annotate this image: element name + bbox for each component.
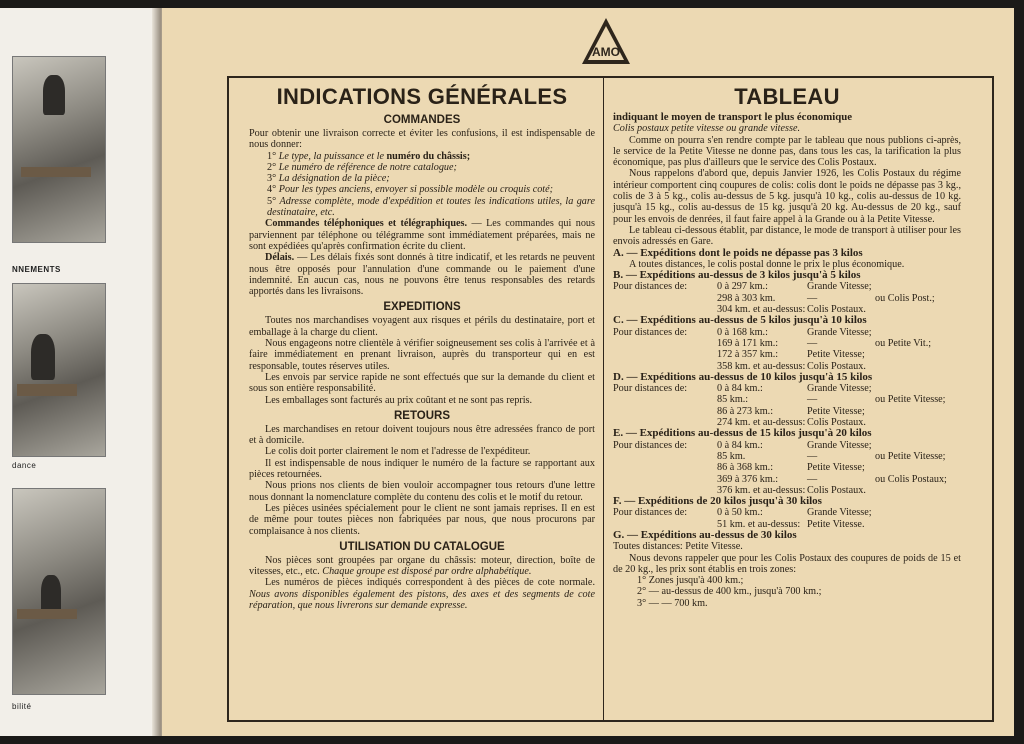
logo-text: AMO bbox=[592, 45, 620, 59]
general-indications-title: INDICATIONS GÉNÉRALES bbox=[276, 84, 568, 109]
retours-paragraph: Nous prions nos clients de bien vouloir accompagner tous retours d'une lettre nous donnant la nomenclature complète du contenu des colis et le motif du retour. bbox=[249, 480, 595, 503]
list-item: 4° Pour les types anciens, envoyer si possible modèle ou croquis coté; bbox=[267, 184, 554, 196]
distance-mode: Petite Vitesse; bbox=[807, 349, 865, 361]
distance-row bbox=[613, 541, 961, 552]
distance-mode: Grande Vitesse; bbox=[807, 326, 872, 338]
tableau-paragraph: Comme on pourra s'en rendre compte par le tableau que nous publions ci-après, le service de la Petite Vitesse ne donne pas, dans tous les cas, la tarification la plus économique, pas plus d'ailleurs que le service des Colis Postaux. bbox=[613, 134, 961, 169]
photo-caption-2: dance bbox=[12, 461, 37, 470]
distance-mode: Colis Postaux. bbox=[807, 484, 866, 496]
tableau-subtitle: indiquant le moyen de transport le plus économique bbox=[613, 111, 853, 123]
zone-item: 1° Zones jusqu'à 400 km.; bbox=[637, 575, 744, 587]
tableau-paragraph: Le tableau ci-dessous établit, par distance, le mode de transport à utiliser pour les envois adressés en Gare. bbox=[613, 224, 961, 248]
distance-range: 0 à 84 km.: bbox=[717, 383, 763, 395]
catalogue-paragraph: Les numéros de pièces indiqués correspondent à des pièces de cote normale. Nous avons disponibles également des pistons, des axes et des segments de cote réparation, que nous livrerons sur demande expresse. bbox=[249, 577, 595, 611]
distance-mode: Colis Postaux. bbox=[807, 304, 866, 316]
distance-mode: — bbox=[807, 337, 818, 349]
list-item: 5° Adresse complète, mode d'expédition et toutes les indications utiles, la gare destinataire, etc. bbox=[267, 195, 595, 219]
list-item: 1° Le type, la puissance et le numéro du châssis; bbox=[267, 150, 471, 162]
distance-row bbox=[613, 304, 961, 315]
distance-range: 85 km. bbox=[717, 450, 746, 462]
office-photo-1 bbox=[12, 56, 106, 243]
section-heading: A. — Expéditions dont le poids ne dépasse pas 3 kilos bbox=[613, 246, 863, 259]
zone-item: 2° — au-dessus de 400 km., jusqu'à 700 km.; bbox=[637, 586, 822, 598]
commandes-intro: Pour obtenir une livraison correcte et éviter les confusions, il est indispensable de nous donner: bbox=[249, 128, 595, 151]
zones-list bbox=[613, 575, 961, 609]
distance-mode: Grande Vitesse; bbox=[807, 281, 872, 293]
retours-paragraph: Les pièces usinées spécialement pour le client ne sont jamais reprises. Il en est de même pour toutes pièces non fabriquées par nous, que nous procurons par complaisance à nos clients. bbox=[249, 502, 595, 537]
right-page bbox=[162, 8, 1014, 736]
distance-lead: Toutes distances: Petite Vitesse. bbox=[613, 541, 743, 553]
distance-row bbox=[613, 451, 961, 462]
expeditions-paragraph: Nous engageons notre clientèle à vérifier soigneusement ses colis à l'arrivée et à faire immédiatement en prenant livraison, auprès du transporteur qui en est responsable, toutes réserves utiles. bbox=[249, 338, 595, 372]
distance-mode: Colis Postaux. bbox=[807, 360, 866, 372]
retours-paragraph: Il est indispensable de nous indiquer le numéro de la facture se rapportant aux pièces retournées. bbox=[249, 457, 595, 481]
telephone-orders-paragraph: Commandes téléphoniques et télégraphiques. — Les commandes qui nous parviennent par téléphone ou télégramme sont immédiatement préparées, mais ne sont expédiées qu'après confirmation écrite du client. bbox=[249, 218, 595, 252]
tableau-subtitle-italic: Colis postaux petite vitesse ou grande vitesse. bbox=[613, 123, 801, 135]
section-heading: C. — Expéditions au-dessus de 5 kilos jusqu'à 10 kilos bbox=[613, 314, 867, 327]
distance-row bbox=[613, 440, 961, 451]
distance-mode: Colis Postaux. bbox=[807, 417, 866, 429]
section-heading: D. — Expéditions au-dessus de 10 kilos jusqu'à 15 kilos bbox=[613, 370, 873, 383]
distance-mode: — bbox=[807, 450, 818, 462]
section-heading: F. — Expéditions de 20 kilos jusqu'à 30 kilos bbox=[613, 495, 822, 508]
distance-alt: ou Petite Vitesse; bbox=[875, 394, 946, 406]
catalogue-paragraph: Nos pièces sont groupées par organe du châssis: moteur, direction, boîte de vitesses, etc., etc. Chaque groupe est disposé par ordre alphabétique. bbox=[249, 554, 595, 578]
distance-range: 376 km. et au-dessus: bbox=[717, 484, 806, 496]
distance-lead: Pour distances de: bbox=[613, 383, 688, 395]
distance-range: 298 à 303 km. bbox=[717, 292, 776, 304]
retours-paragraph: Les marchandises en retour doivent toujours nous être adressées franco de port et à domicile. bbox=[249, 423, 595, 447]
closing-paragraph: Nous devons rappeler que pour les Colis Postaux des coupures de poids de 15 et de 20 kg., les prix sont établis en trois zones: bbox=[613, 552, 961, 575]
distance-row bbox=[613, 327, 961, 338]
general-indications-column bbox=[249, 84, 595, 611]
delays-paragraph: Délais. — Les délais fixés sont donnés à titre indicatif, et les retards ne peuvent nous être opposés pour l'annulation d'une commande ou le paiement d'une indemnité. En aucun cas, nous ne pouvons être tenus responsables des retards apportés dans les livraisons. bbox=[249, 252, 595, 298]
distance-range: 304 km. et au-dessus: bbox=[717, 304, 806, 316]
tableau-title: TABLEAU bbox=[734, 84, 840, 109]
distance-mode: Grande Vitesse; bbox=[807, 383, 872, 395]
distance-row bbox=[613, 507, 961, 518]
section-heading: B. — Expéditions au-dessus de 3 kilos jusqu'à 5 kilos bbox=[613, 269, 861, 282]
distance-mode: — bbox=[807, 473, 818, 485]
list-item: 2° Le numéro de référence de notre catalogue; bbox=[267, 161, 457, 173]
distance-range: 274 km. et au-dessus: bbox=[717, 417, 806, 429]
distance-range: 0 à 50 km.: bbox=[717, 507, 763, 519]
tableau-column bbox=[613, 84, 961, 609]
distance-row bbox=[613, 338, 961, 349]
distance-mode: Grande Vitesse; bbox=[807, 507, 872, 519]
distance-mode: Petite Vitesse; bbox=[807, 462, 865, 474]
distance-mode: Grande Vitesse; bbox=[807, 439, 872, 451]
distance-range: 86 à 368 km.: bbox=[717, 462, 774, 474]
expeditions-paragraph: Toutes nos marchandises voyagent aux risques et périls du destinataire, port et emballage à la charge du client. bbox=[249, 315, 595, 338]
distance-row bbox=[613, 383, 961, 394]
section-note: A toutes distances, le colis postal donne le prix le plus économique. bbox=[629, 258, 905, 270]
left-page bbox=[0, 8, 158, 736]
distance-alt: ou Colis Postaux; bbox=[875, 473, 947, 485]
distance-lead: Pour distances de: bbox=[613, 326, 688, 338]
tableau-paragraph: Nous rappelons d'abord que, depuis Janvier 1926, les Colis Postaux du régime intérieur comportent cinq coupures de colis: colis dont le poids ne dépasse pas 3 kg., colis de 3 à 5 kg., colis au-dessus de 5 kg. jusqu'à 10 kg., colis au-dessus de 10 kg. jusqu'à 15 kg., colis au-dessus de 15 kg. jusqu'à 20 kg. Au-dessus de 20 kg., sauf pour les envois de denrées, il faut faire appel à la Grande ou à la Petite Vitesse. bbox=[613, 168, 961, 225]
distance-lead: Pour distances de: bbox=[613, 507, 688, 519]
zone-item: 3° — — 700 km. bbox=[637, 597, 708, 609]
distance-range: 86 à 273 km.: bbox=[717, 405, 774, 417]
list-item: 3° La désignation de la pièce; bbox=[267, 173, 390, 185]
order-requirements-list bbox=[249, 151, 595, 219]
section-heading: G. — Expéditions au-dessus de 30 kilos bbox=[613, 528, 797, 541]
distance-row bbox=[613, 406, 961, 417]
distance-row bbox=[613, 281, 961, 292]
distance-row bbox=[613, 349, 961, 360]
office-photo-3 bbox=[12, 488, 106, 695]
distance-lead: Pour distances de: bbox=[613, 281, 688, 293]
expeditions-paragraph: Les emballages sont facturés au prix coûtant et ne sont pas repris. bbox=[265, 394, 533, 406]
column-divider bbox=[603, 78, 604, 720]
distance-alt: ou Petite Vit.; bbox=[875, 337, 932, 349]
distance-alt: ou Petite Vitesse; bbox=[875, 450, 946, 462]
shipping-sections bbox=[613, 248, 961, 553]
distance-row bbox=[613, 519, 961, 530]
distance-range: 172 à 357 km.: bbox=[717, 349, 779, 361]
distance-mode: Petite Vitesse. bbox=[807, 518, 865, 530]
retours-heading: RETOURS bbox=[393, 409, 451, 422]
commandes-heading: COMMANDES bbox=[383, 114, 461, 126]
distance-row bbox=[613, 462, 961, 473]
distance-mode: — bbox=[807, 292, 818, 304]
section-heading: E. — Expéditions au-dessus de 15 kilos jusqu'à 20 kilos bbox=[613, 427, 872, 440]
distance-row bbox=[613, 394, 961, 405]
retours-paragraph: Le colis doit porter clairement le nom et l'adresse de l'expéditeur. bbox=[265, 446, 531, 458]
content-frame bbox=[227, 76, 994, 722]
distance-row bbox=[613, 474, 961, 485]
photo-caption-1: NNEMENTS bbox=[12, 265, 61, 274]
distance-mode: Petite Vitesse; bbox=[807, 405, 865, 417]
office-photo-2 bbox=[12, 283, 106, 457]
distance-range: 358 km. et au-dessus: bbox=[717, 360, 806, 372]
distance-range: 85 km.: bbox=[717, 394, 749, 406]
amo-logo-icon bbox=[580, 16, 632, 66]
distance-row bbox=[613, 361, 961, 372]
distance-row bbox=[613, 485, 961, 496]
expeditions-heading: EXPEDITIONS bbox=[383, 301, 461, 314]
catalogue-heading: UTILISATION DU CATALOGUE bbox=[339, 540, 505, 553]
distance-alt: ou Colis Post.; bbox=[875, 292, 935, 304]
photo-caption-3: bilité bbox=[12, 702, 32, 711]
distance-range: 0 à 297 km.: bbox=[717, 281, 768, 293]
expeditions-paragraph: Les envois par service rapide ne sont effectués que sur la demande du client et sous son entière responsabilité. bbox=[249, 371, 595, 395]
distance-range: 169 à 171 km.: bbox=[717, 337, 779, 349]
distance-row bbox=[613, 293, 961, 304]
distance-range: 0 à 84 km.: bbox=[717, 439, 763, 451]
distance-row bbox=[613, 417, 961, 428]
distance-range: 369 à 376 km.: bbox=[717, 473, 779, 485]
distance-mode: — bbox=[807, 394, 818, 406]
distance-range: 51 km. et au-dessus: bbox=[717, 518, 801, 530]
distance-range: 0 à 168 km.: bbox=[717, 326, 768, 338]
distance-lead: Pour distances de: bbox=[613, 439, 688, 451]
